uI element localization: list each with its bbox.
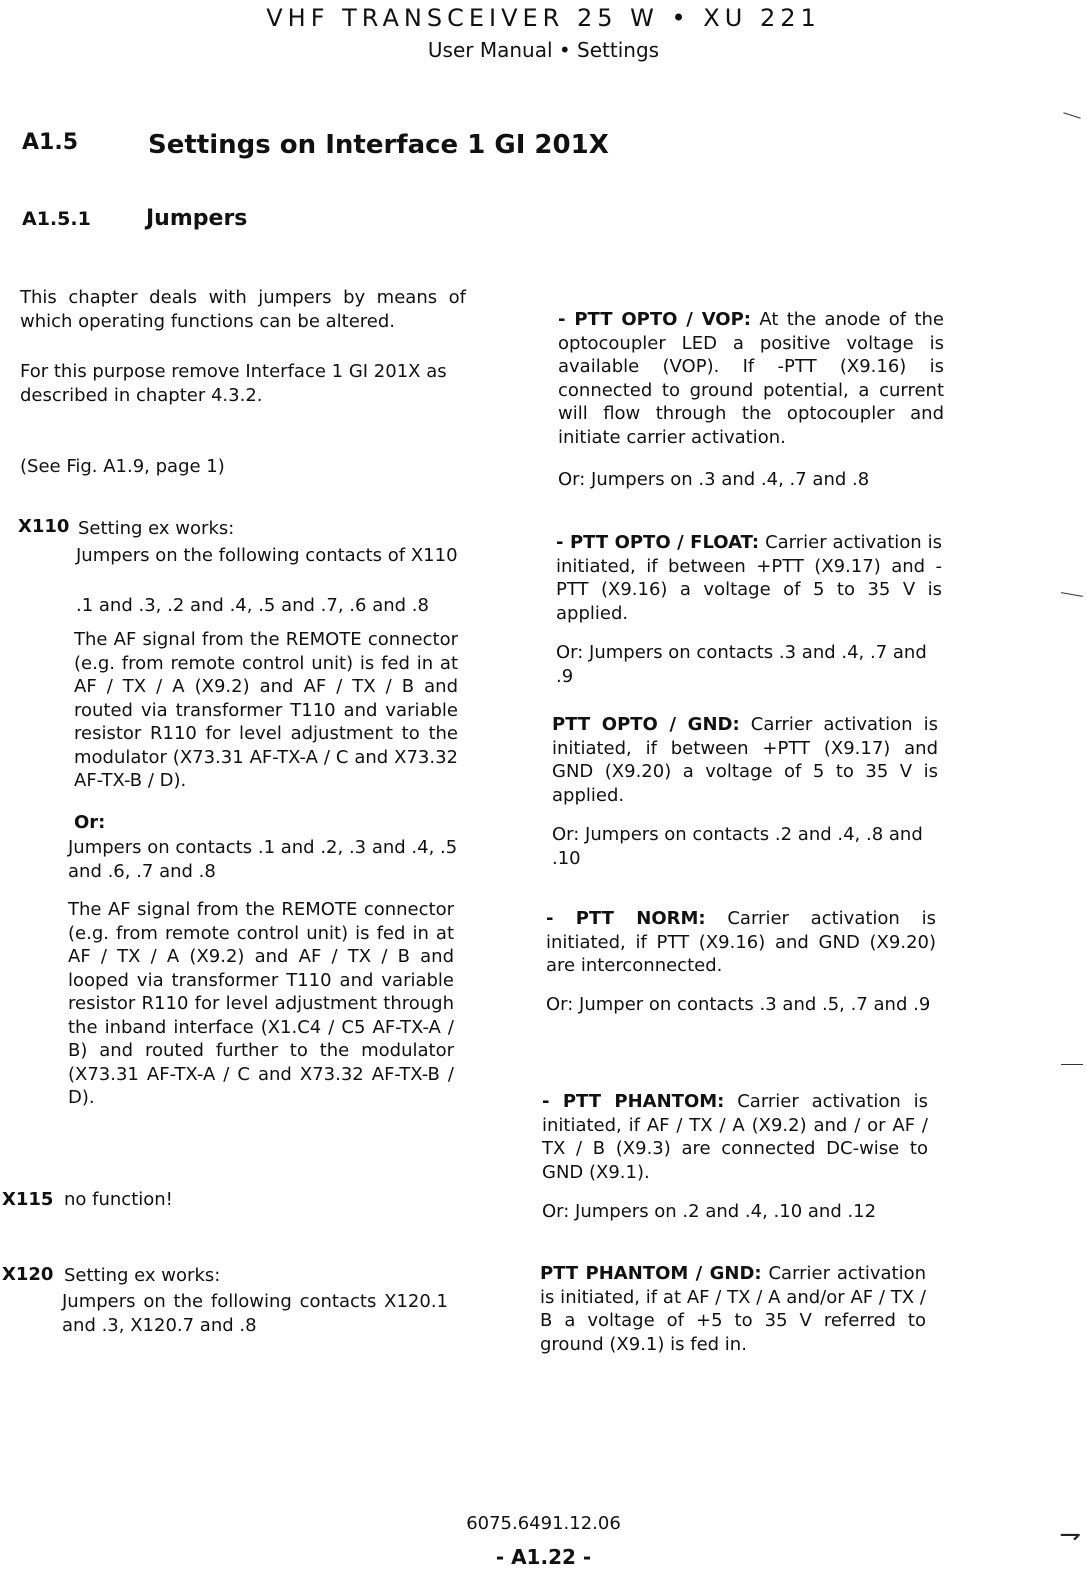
document-title: VHF TRANSCEIVER 25 W • XU 221 [266, 4, 821, 32]
x110-jumpers-list: .1 and .3, .2 and .4, .5 and .7, .6 and .8 [76, 595, 429, 616]
ptt-norm-or: Or: Jumper on contacts .3 and .5, .7 and .9 [546, 994, 931, 1015]
x110-setting: Setting ex works: [78, 518, 235, 539]
section-title: Settings on Interface 1 GI 201X [148, 130, 609, 160]
x120-jumpers: Jumpers on the following contacts X120.1 and .3, X120.7 and .8 [62, 1291, 448, 1336]
x120-setting: Setting ex works: [64, 1265, 221, 1286]
ptt-norm-text: Carrier activation is initiated, if PTT (X9.16) and GND (X9.20) are interconnected. [546, 908, 936, 976]
x115-label: X115 [2, 1189, 54, 1210]
x110-alternative-description: The AF signal from the REMOTE connector (e.g. from remote control unit) is fed in at AF / TX / A (X9.2) and AF / TX / B and looped via transformer T110 and variable resistor R110 for level adjustment through the inband interface (X1.C4 / C5 AF-TX-A / B) and routed further to the modulator (X73.31 AF-TX-A / C and X73.32 AF-TX-B / D). [68, 899, 454, 1108]
x110-or: Or: [74, 812, 106, 833]
ptt-norm [546, 907, 936, 978]
ptt-phantom-gnd-name: PTT PHANTOM / GND: [540, 1263, 762, 1284]
ptt-phantom [542, 1090, 928, 1184]
page-number: - A1.22 - [495, 1545, 592, 1569]
margin-mark [1063, 112, 1080, 119]
ptt-phantom-name: - PTT PHANTOM: [542, 1091, 725, 1112]
page-corner-arrow-icon: ⇁ [1059, 1520, 1081, 1550]
x110-description: The AF signal from the REMOTE connector (e.g. from remote control unit) is fed in at AF / TX / A (X9.2) and AF / TX / B and routed via transformer T110 and variable resistor R110 for level adjustment to the modulator (X73.31 AF-TX-A / C and X73.32 AF-TX-B / D). [74, 629, 458, 791]
ptt-opto-float-or: Or: Jumpers on contacts .3 and .4, .7 and .9 [556, 642, 927, 687]
ptt-opto-vop [558, 308, 944, 449]
ptt-opto-gnd-or: Or: Jumpers on contacts .2 and .4, .8 and .10 [552, 824, 923, 869]
margin-mark [1061, 592, 1083, 597]
ptt-phantom-text: Carrier activation is initiated, if AF / TX / A (X9.2) and / or AF / TX / B (X9.3) are connected DC-wise to GND (X9.1). [542, 1091, 928, 1183]
x110-label: X110 [18, 516, 70, 537]
figure-reference: (See Fig. A1.9, page 1) [20, 456, 225, 477]
ptt-opto-gnd-name: PTT OPTO / GND: [552, 714, 740, 735]
ptt-opto-float-name: - PTT OPTO / FLOAT: [556, 532, 760, 553]
x120-label: X120 [2, 1264, 54, 1285]
x110-alternative-jumpers: Jumpers on contacts .1 and .2, .3 and .4, .5 and .6, .7 and .8 [68, 837, 458, 882]
document-code: 6075.6491.12.06 [466, 1513, 621, 1534]
ptt-opto-vop-text: At the anode of the optocoupler LED a positive voltage is available (VOP). If -PTT (X9.16) is connected to ground potential, a current will flow through the optocoupler and initiate carrier activation. [558, 309, 944, 448]
ptt-opto-float [556, 531, 942, 625]
document-subtitle: User Manual • Settings [427, 38, 660, 62]
removal-instruction: For this purpose remove Interface 1 GI 201X as described in chapter 4.3.2. [20, 361, 447, 406]
ptt-norm-name: - PTT NORM: [546, 908, 706, 929]
ptt-opto-float-text: Carrier activation is initiated, if between +PTT (X9.17) and -PTT (X9.16) a voltage of 5 to 35 V is applied. [556, 532, 942, 624]
ptt-phantom-or: Or: Jumpers on .2 and .4, .10 and .12 [542, 1201, 877, 1222]
x115-text: no function! [64, 1189, 173, 1210]
ptt-opto-gnd-text: Carrier activation is initiated, if between +PTT (X9.17) and GND (X9.20) a voltage of 5 to 35 V is applied. [552, 714, 939, 806]
intro-paragraph: This chapter deals with jumpers by means of which operating functions can be altered. [20, 287, 466, 332]
section-number: A1.5 [22, 130, 78, 155]
subsection-number: A1.5.1 [22, 208, 91, 230]
margin-mark [1061, 1064, 1083, 1065]
ptt-opto-gnd [552, 713, 938, 807]
subsection-title: Jumpers [146, 206, 248, 231]
ptt-phantom-gnd [540, 1262, 926, 1356]
x110-jumpers-intro: Jumpers on the following contacts of X110 [76, 545, 458, 566]
ptt-opto-vop-or: Or: Jumpers on .3 and .4, .7 and .8 [558, 469, 870, 490]
ptt-opto-vop-name: - PTT OPTO / VOP: [558, 309, 752, 330]
ptt-phantom-gnd-text: Carrier activation is initiated, if at AF / TX / A and/or AF / TX / B a voltage of +5 to 35 V referred to ground (X9.1) is fed in. [540, 1263, 926, 1355]
